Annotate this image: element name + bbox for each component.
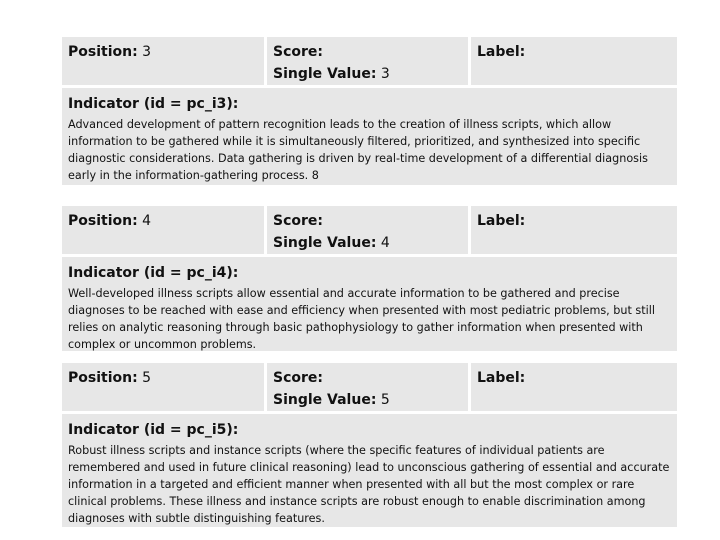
label-label: Label:: [477, 213, 526, 229]
single-value-label: Single Value:: [273, 235, 377, 251]
label-cell: [471, 206, 677, 254]
header-row: [62, 37, 677, 85]
single-value: 3: [380, 66, 390, 82]
position-value: 3: [142, 44, 152, 60]
score-cell: [267, 363, 468, 411]
indicator-text: Well-developed illness scripts allow essential and accurate information to be gathered and precise diagnoses to be reached with ease and efficiency when presented with most pediatric problems, but still relies on analytic reasoning through basic pathophysiology to gather information when presented with complex or uncommon problems.: [68, 287, 655, 351]
score-cell: [267, 37, 468, 85]
score-label: Score:: [273, 370, 323, 386]
indicator-text: Robust illness scripts and instance scripts (where the specific features of individual patients are remembered and used in future clinical reasoning) lead to unconscious gathering of essential and accurate information in a targeted and efficient manner when presented with all but the most complex or rare clinical problems. These illness and instance scripts are robust enough to enable discrimination among diagnoses with subtle distinguishing features.: [68, 444, 670, 525]
label-cell: [471, 363, 677, 411]
score-label: Score:: [273, 44, 323, 60]
position-label: Position:: [68, 213, 138, 229]
header-row: [62, 206, 677, 254]
indicator-block-pc-i4: [62, 206, 677, 351]
position-value: 5: [142, 370, 152, 386]
score-cell: [267, 206, 468, 254]
indicator-block-pc-i3: [62, 37, 677, 185]
score-label: Score:: [273, 213, 323, 229]
position-label: Position:: [68, 44, 138, 60]
position-cell: [62, 363, 264, 411]
label-label: Label:: [477, 44, 526, 60]
indicator-text: Advanced development of pattern recognition leads to the creation of illness scripts, which allow information to be gathered while it is simultaneously filtered, prioritized, and synthesized into specific diagnostic considerations. Data gathering is driven by real-time development of a differential diagnosis early in the information-gathering process. 8: [68, 118, 648, 182]
indicator-cell: [62, 414, 677, 527]
indicator-title: Indicator (id = pc_i3):: [68, 96, 239, 112]
label-cell: [471, 37, 677, 85]
position-cell: [62, 206, 264, 254]
indicator-title: Indicator (id = pc_i4):: [68, 265, 239, 281]
position-cell: [62, 37, 264, 85]
header-row: [62, 363, 677, 411]
indicator-cell: [62, 257, 677, 351]
single-value-label: Single Value:: [273, 66, 377, 82]
indicator-title: Indicator (id = pc_i5):: [68, 422, 239, 438]
single-value: 5: [380, 392, 390, 408]
position-label: Position:: [68, 370, 138, 386]
label-label: Label:: [477, 370, 526, 386]
single-value-label: Single Value:: [273, 392, 377, 408]
position-value: 4: [142, 213, 152, 229]
indicator-block-pc-i5: [62, 363, 677, 527]
single-value: 4: [380, 235, 390, 251]
indicator-cell: [62, 88, 677, 185]
